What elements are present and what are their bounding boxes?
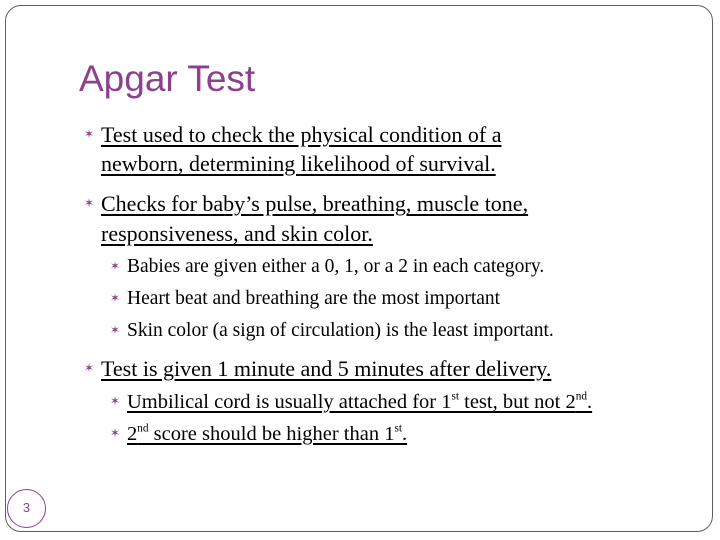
ribbon-arrow-icon: ✶ — [110, 291, 121, 305]
ribbon-arrow-icon: ✶ — [84, 361, 95, 375]
bullet-3: Test is given 1 minute and 5 minutes after delivery. — [101, 356, 552, 381]
bullet-1-line-1: Test used to check the physical condition of a — [101, 122, 502, 147]
sub-bullet-2: Heart beat and breathing are the most important — [127, 288, 501, 309]
sub-bullet-5: 2nd score should be higher than 1st. — [127, 422, 408, 445]
sub-bullet-3: Skin color (a sign of circulation) is the least important. — [127, 320, 554, 341]
sub-bullet-4: Umbilical cord is usually attached for 1st test, but not 2nd. — [127, 390, 593, 413]
ribbon-arrow-icon: ✶ — [84, 127, 95, 141]
bullet-1-line-2: newborn, determining likelihood of survival. — [101, 151, 496, 176]
bullet-2-line-1: Checks for baby’s pulse, breathing, muscle tone, — [101, 191, 529, 216]
sub-bullet-1: Babies are given either a 0, 1, or a 2 in each category. — [127, 256, 545, 277]
ribbon-arrow-icon: ✶ — [110, 426, 121, 440]
page-number: 3 — [7, 489, 46, 528]
ribbon-arrow-icon: ✶ — [84, 196, 95, 210]
ribbon-arrow-icon: ✶ — [110, 323, 121, 337]
ribbon-arrow-icon: ✶ — [110, 394, 121, 408]
bullet-2-line-2: responsiveness, and skin color. — [101, 221, 373, 246]
ribbon-arrow-icon: ✶ — [110, 259, 121, 273]
slide-title: Apgar Test — [79, 58, 256, 99]
